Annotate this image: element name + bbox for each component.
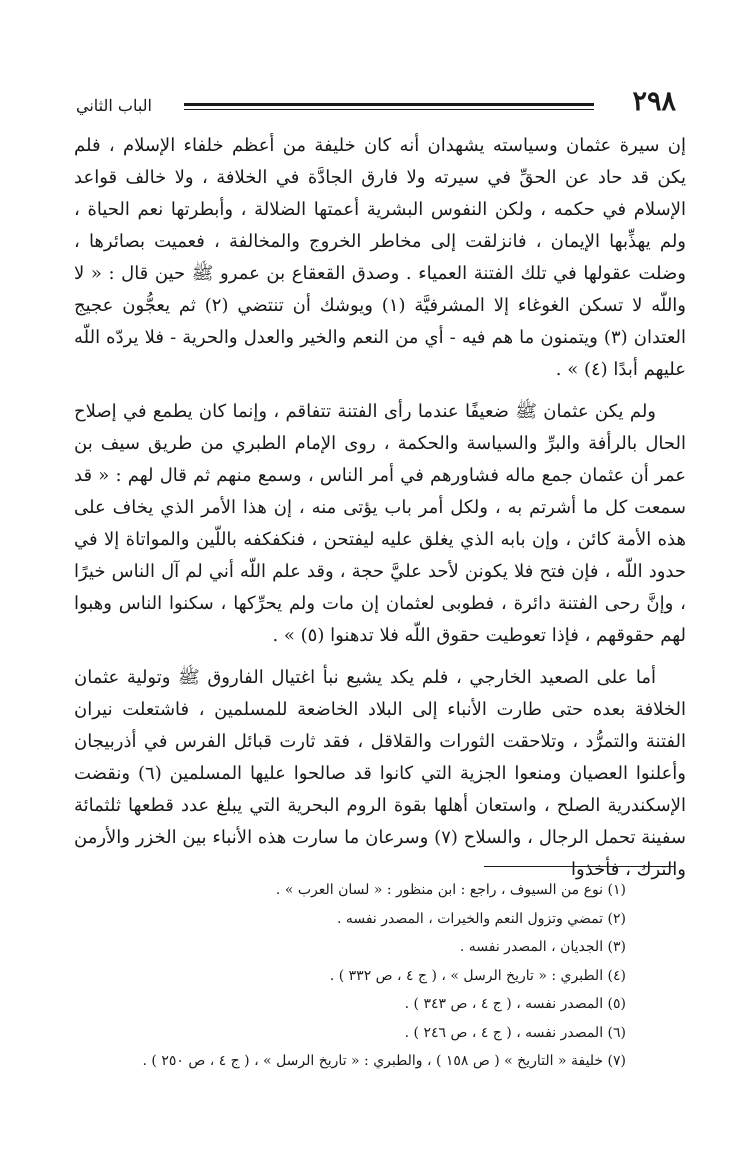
paragraph: ولم يكن عثمان ﷺ ضعيفًا عندما رأى الفتنة تتفاقم ، وإنما كان يطمع في إصلاح الحال بالرأفة والبرِّ والسياسة والحكمة ، روى الإمام الطبري من طريق سيف بن عمر أن عثمان جمع ماله فشاورهم في أمر الناس ، وسمع منهم ثم قال لهم : « قد سمعت كل ما أشرتم به ، ولكل أمر باب يؤتى منه ، إن هذا الأمر الذي يخاف على هذه الأمة كائن ، وإن بابه الذي يغلق عليه ليفتحن ، فنكفكفه باللّين والمواتاة إلا في حدود اللّه ، فإن فتح فلا يكونن لأحد عليَّ حجة ، وقد علم اللّه أني لم آل الناس خيرًا ، وإنَّ رحى الفتنة دائرة ، فطوبى لعثمان إن مات ولم يحرِّكها ، سكنوا الناس وهبوا لهم حقوقهم ، فإذا تعوطيت حقوق اللّه فلا تدهنوا (٥) » .: [74, 401, 686, 646]
page-number: ٢٩٨: [632, 86, 676, 117]
footnotes: [80, 876, 676, 1076]
footnote: (١) نوع من السيوف ، راجع : ابن منظور : « لسان العرب » .: [275, 882, 626, 898]
footnote: (٦) المصدر نفسه ، ( ج ٤ ، ص ٢٤٦ ) .: [404, 1024, 626, 1041]
main-text: [74, 130, 686, 896]
header-rule: [184, 103, 594, 110]
footnote: (٤) الطبري : « تاريخ الرسل » ، ( ج ٤ ، ص ٣٣٢ ) .: [329, 967, 626, 984]
paragraph: أما على الصعيد الخارجي ، فلم يكد يشيع نبأ اغتيال الفاروق ﷺ وتولية عثمان الخلافة بعده حتى طارت الأنباء إلى البلاد الخاضعة للمسلمين ، فاشتعلت نيران الفتنة والتمرُّد ، وتلاحقت الثورات والقلاقل ، فقد ثارت قبائل الفرس في أذربيجان وأعلنوا العصيان ومنعوا الجزية التي كانوا قد صالحوا عليها المسلمين (٦) ونقضت الإسكندرية الصلح ، واستعان أهلها بقوة الروم البحرية التي يبلغ عدد قطعها ثلثمائة سفينة تحمل الرجال ، والسلاح (٧) وسرعان ما سارت هذه الأنباء بين الخزر والأرمن والترك ، فأخذوا: [74, 667, 687, 880]
footnote: (٧) خليفة « التاريخ » ( ص ١٥٨ ) ، والطبري : « تاريخ الرسل » ، ( ج ٤ ، ص ٢٥٠ ) .: [142, 1053, 626, 1069]
page-header: [76, 88, 676, 124]
chapter-title: الباب الثاني: [76, 96, 152, 115]
paragraph: إن سيرة عثمان وسياسته يشهدان أنه كان خليفة من أعظم خلفاء الإسلام ، فلم يكن قد حاد عن الحقِّ في سيرته ولا فارق الجادَّة في الخلافة ، ولا خالف قواعد الإسلام في حكمه ، ولكن النفوس البشرية أعمتها الضلالة ، وأبطرتها نعم الحياة ، ولم يهذِّبها الإيمان ، فانزلقت إلى مخاطر الخروج والمخالفة ، فعميت بصائرها ، وضلت عقولها في تلك الفتنة العمياء . وصدق القعقاع بن عمرو ﷺ حين قال : « لا واللّه لا تسكن الغوغاء إلا المشرفيَّة (١) ويوشك أن تنتضي (٢) ثم يعجُّون عجيج العتدان (٣) ويتمنون ما هم فيه - أي من النعم والخير والعدل والحرية - فلا يردّه اللّه عليهم أبدًا (٤) » .: [74, 135, 686, 380]
footnote-divider: [484, 866, 674, 867]
footnote: (٥) المصدر نفسه ، ( ج ٤ ، ص ٣٤٣ ) .: [404, 996, 626, 1012]
footnote: (٣) الجديان ، المصدر نفسه .: [459, 939, 626, 955]
footnote: (٢) تمضي وتزول النعم والخيرات ، المصدر نفسه .: [336, 910, 626, 927]
